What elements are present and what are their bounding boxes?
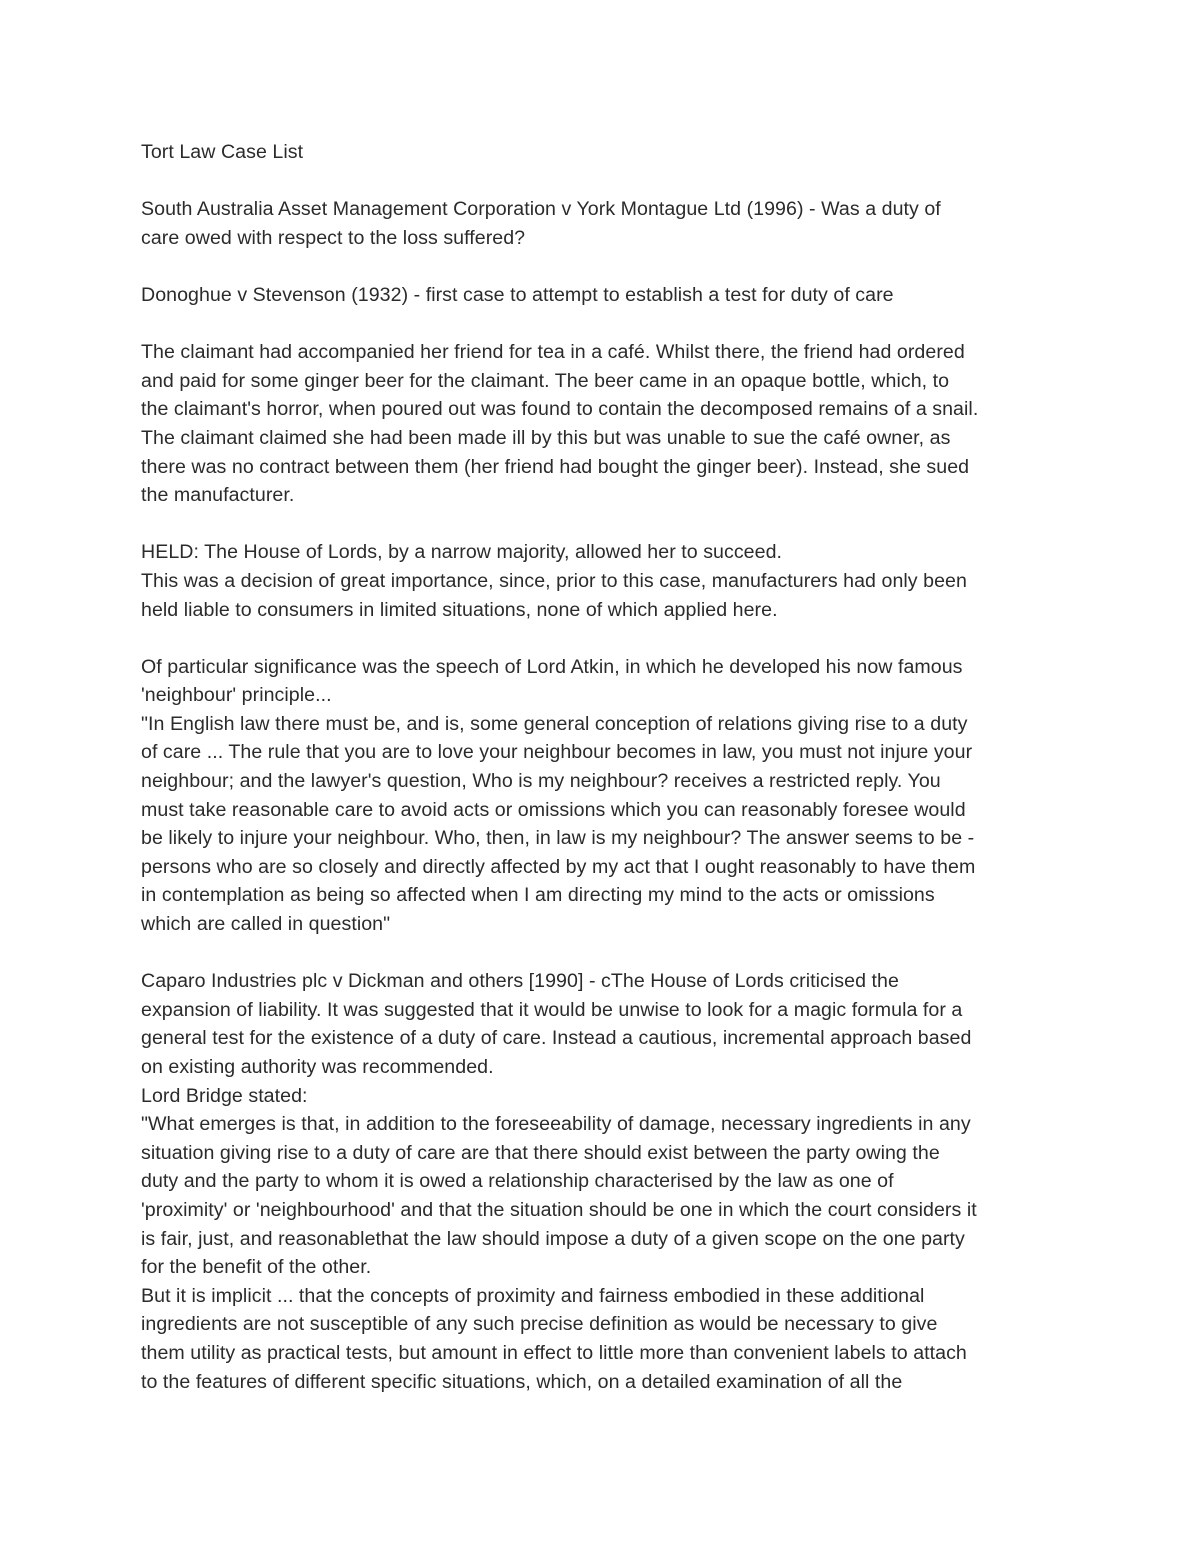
text-line: This was a decision of great importance, since, prior to this case, manufacturers had only been — [141, 569, 967, 592]
text-line: is fair, just, and reasonablethat the law should impose a duty of a given scope on the one party — [141, 1227, 965, 1250]
text-line: "In English law there must be, and is, some general conception of relations giving rise to a duty — [141, 712, 968, 735]
text-line: Lord Bridge stated: — [141, 1084, 308, 1107]
text-line: and paid for some ginger beer for the claimant. The beer came in an opaque bottle, which, to — [141, 369, 950, 392]
text-line: the claimant's horror, when poured out was found to contain the decomposed remains of a snail. — [141, 398, 979, 421]
text-line: persons who are so closely and directly affected by my act that I ought reasonably to have them — [141, 855, 976, 878]
text-line: care owed with respect to the loss suffered? — [141, 226, 526, 249]
text-line: the manufacturer. — [141, 484, 295, 507]
document-body — [141, 138, 1071, 1396]
paragraph-spacer — [141, 939, 1071, 968]
text-line: The claimant claimed she had been made ill by this but was unable to sue the café owner, as — [141, 426, 951, 449]
text-line: for the benefit of the other. — [141, 1256, 372, 1279]
text-line: general test for the existence of a duty of care. Instead a cautious, incremental approach based — [141, 1027, 972, 1050]
text-line: must take reasonable care to avoid acts or omissions which you can reasonably foresee would — [141, 798, 966, 821]
text-line: South Australia Asset Management Corporation v York Montague Ltd (1996) - Was a duty of — [141, 198, 941, 221]
text-line: neighbour; and the lawyer's question, Who is my neighbour? receives a restricted reply. You — [141, 770, 941, 793]
text-line: But it is implicit ... that the concepts of proximity and fairness embodied in these additional — [141, 1284, 925, 1307]
text-line: 'proximity' or 'neighbourhood' and that the situation should be one in which the court considers it — [141, 1198, 977, 1221]
text-line: "What emerges is that, in addition to the foreseeability of damage, necessary ingredients in any — [141, 1113, 971, 1136]
paragraph-spacer — [141, 167, 1071, 196]
text-line: in contemplation as being so affected when I am directing my mind to the acts or omissions — [141, 884, 935, 907]
text-line: to the features of different specific situations, which, on a detailed examination of all the — [141, 1370, 903, 1393]
text-line: them utility as practical tests, but amount in effect to little more than convenient labels to attach — [141, 1341, 967, 1364]
paragraph-spacer — [141, 624, 1071, 653]
text-line: situation giving rise to a duty of care are that there should exist between the party owing the — [141, 1141, 940, 1164]
text-line: The claimant had accompanied her friend for tea in a café. Whilst there, the friend had ordered — [141, 341, 965, 364]
text-line: there was no contract between them (her friend had bought the ginger beer). Instead, she sued — [141, 455, 970, 478]
text-line: be likely to injure your neighbour. Who, then, in law is my neighbour? The answer seems to be - — [141, 827, 975, 850]
paragraph-spacer — [141, 310, 1071, 339]
text-line: held liable to consumers in limited situations, none of which applied here. — [141, 598, 778, 621]
text-line: ingredients are not susceptible of any such precise definition as would be necessary to give — [141, 1313, 938, 1336]
text-line: HELD: The House of Lords, by a narrow majority, allowed her to succeed. — [141, 541, 783, 564]
text-line: which are called in question" — [141, 913, 391, 936]
document-title: Tort Law Case List — [141, 141, 304, 163]
text-line: duty and the party to whom it is owed a relationship characterised by the law as one of — [141, 1170, 894, 1193]
text-line: on existing authority was recommended. — [141, 1056, 494, 1078]
text-line: of care ... The rule that you are to love your neighbour becomes in law, you must not injure your — [141, 741, 973, 764]
text-line: Of particular significance was the speech of Lord Atkin, in which he developed his now famous — [141, 655, 963, 678]
paragraph-spacer — [141, 510, 1071, 539]
text-line: 'neighbour' principle... — [141, 684, 332, 707]
paragraph-spacer — [141, 252, 1071, 281]
text-line: expansion of liability. It was suggested that it would be unwise to look for a magic formula for a — [141, 998, 963, 1021]
text-line: Caparo Industries plc v Dickman and others [1990] - cThe House of Lords criticised the — [141, 970, 899, 993]
text-line: Donoghue v Stevenson (1932) - first case to attempt to establish a test for duty of care — [141, 283, 894, 306]
